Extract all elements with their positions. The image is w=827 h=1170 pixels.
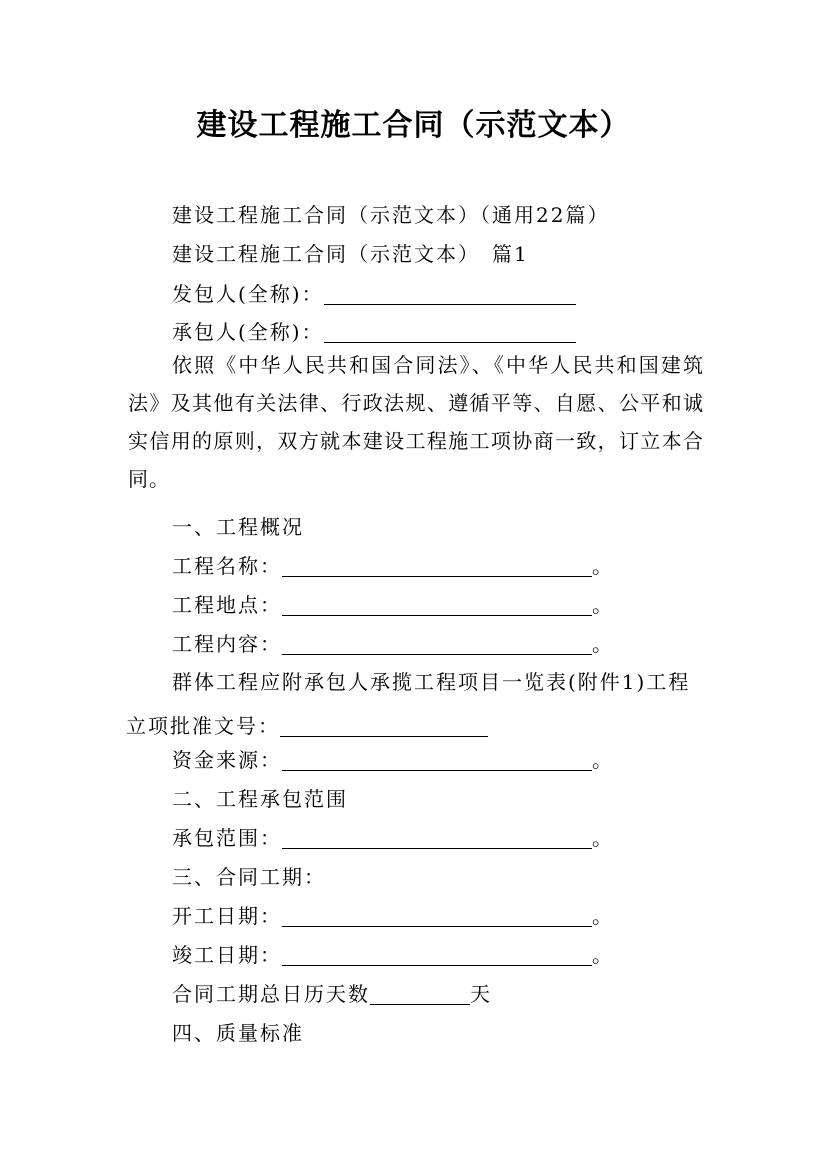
party-a-label: 发包人(全称)： bbox=[172, 282, 324, 306]
approval-blank bbox=[280, 716, 488, 737]
project-name-field bbox=[172, 550, 614, 579]
group-project-text: 群体工程应附承包人承揽工程项目一览表(附件1)工程 bbox=[172, 670, 691, 694]
scope-blank bbox=[282, 828, 592, 849]
project-name-blank bbox=[282, 556, 592, 577]
total-days-label: 合同工期总日历天数 bbox=[172, 982, 370, 1006]
project-location-label: 工程地点： bbox=[172, 593, 282, 617]
heading-contract-period: 三、合同工期： bbox=[172, 865, 326, 889]
period-mark: 。 bbox=[592, 632, 614, 656]
start-date-label: 开工日期： bbox=[172, 904, 282, 928]
heading-project-overview: 一、工程概况 bbox=[172, 515, 304, 539]
project-name-label: 工程名称： bbox=[172, 554, 282, 578]
start-date-blank bbox=[282, 906, 592, 927]
period-mark: 。 bbox=[592, 748, 614, 772]
period-mark: 。 bbox=[592, 904, 614, 928]
intro-paragraph: 依照《中华人民共和国合同法》、《中华人民共和国建筑法》及其他有关法律、行政法规、遵循平等、自愿、公平和诚实信用的原则，双方就本建设工程施工项协商一致，订立本合同。 bbox=[128, 353, 704, 491]
project-content-label: 工程内容： bbox=[172, 632, 282, 656]
page-title: 建设工程施工合同（示范文本） bbox=[196, 108, 631, 143]
period-mark: 。 bbox=[592, 554, 614, 578]
total-days-unit: 天 bbox=[470, 982, 492, 1006]
party-b-field bbox=[172, 316, 576, 345]
approval-label: 立项批准文号： bbox=[126, 714, 280, 738]
funds-blank bbox=[282, 750, 592, 771]
scope-label: 承包范围： bbox=[172, 826, 282, 850]
document-subtitle: 建设工程施工合同（示范文本）（通用22篇） bbox=[172, 203, 610, 227]
project-location-field bbox=[172, 589, 614, 618]
party-a-field bbox=[172, 278, 576, 307]
total-days-blank bbox=[370, 984, 470, 1005]
party-b-blank bbox=[324, 322, 576, 343]
period-mark: 。 bbox=[592, 593, 614, 617]
end-date-blank bbox=[282, 945, 592, 966]
funds-label: 资金来源： bbox=[172, 748, 282, 772]
end-date-label: 竣工日期： bbox=[172, 943, 282, 967]
total-days-field bbox=[172, 978, 492, 1007]
start-date-field bbox=[172, 900, 614, 929]
project-content-blank bbox=[282, 634, 592, 655]
project-content-field bbox=[172, 628, 614, 657]
approval-field bbox=[126, 710, 488, 739]
project-location-blank bbox=[282, 595, 592, 616]
end-date-field bbox=[172, 939, 614, 968]
funds-field bbox=[172, 744, 614, 773]
party-a-blank bbox=[324, 284, 576, 305]
period-mark: 。 bbox=[592, 943, 614, 967]
heading-quality-standard: 四、质量标准 bbox=[172, 1021, 304, 1045]
party-b-label: 承包人(全称)： bbox=[172, 320, 324, 344]
section-heading: 建设工程施工合同（示范文本） 篇1 bbox=[172, 242, 529, 266]
period-mark: 。 bbox=[592, 826, 614, 850]
heading-scope: 二、工程承包范围 bbox=[172, 787, 348, 811]
scope-field bbox=[172, 822, 614, 851]
